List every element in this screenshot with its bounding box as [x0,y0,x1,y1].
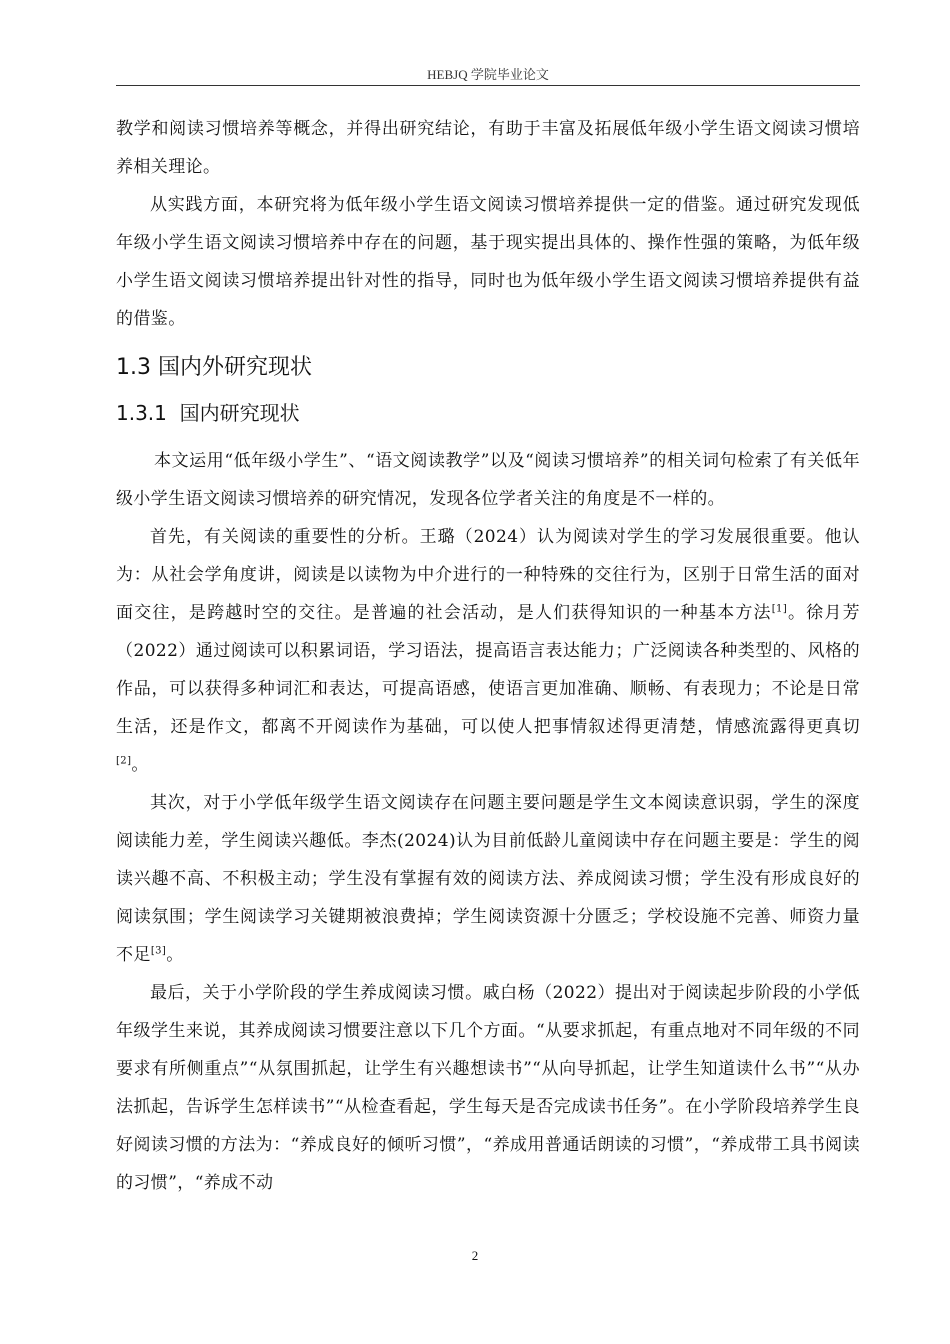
paragraph-problems [116,784,860,974]
citation-ref-3: [3] [150,945,167,957]
subsection-heading [116,396,860,430]
paragraph-theory-continued: 教学和阅读习惯培养等概念，并得出研究结论，有助于丰富及拓展低年级小学生语文阅读习惯培养相关理论。 [116,119,860,177]
importance-text-c: 。 [131,755,149,775]
header-divider [116,85,860,86]
running-header: HEBJQ 学院毕业论文 [427,67,549,82]
subsection-number: 1.3.1 [116,401,167,425]
section-heading: 1.3 国内外研究现状 [116,355,312,380]
paragraph-method: 本文运用“低年级小学生”、“语文阅读教学”以及“阅读习惯培养”的相关词句检索了有关低年级小学生语文阅读习惯培养的研究情况，发现各位学者关注的角度是不一样的。 [116,451,860,509]
paragraph-habits: 最后，关于小学阶段的学生养成阅读习惯。戚白杨（2022）提出对于阅读起步阶段的小学低年级学生来说，其养成阅读习惯要注意以下几个方面。“从要求抓起，有重点地对不同年级的不同要求有所侧重点”“从氛围抓起，让学生有兴趣想读书”“从向导抓起，让学生知道读什么书”“从办法抓起，告诉学生怎样读书”“从检查看起，学生每天是否完成读书任务”。在小学阶段培养学生良好阅读习惯的方法为：“养成良好的倾听习惯”，“养成用普通话朗读的习惯”，“养成带工具书阅读的习惯”，“养成不动 [116,983,860,1193]
subsection-title: 国内研究现状 [179,401,300,425]
problems-text-a: 其次，对于小学低年级学生语文阅读存在问题主要问题是学生文本阅读意识弱，学生的深度阅读能力差，学生阅读兴趣低。李杰(2024)认为目前低龄儿童阅读中存在问题主要是：学生的阅读兴趣不高、不积极主动；学生没有掌握有效的阅读方法、养成阅读习惯；学生没有形成良好的阅读氛围；学生阅读学习关键期被浪费掉；学生阅读资源十分匮乏；学校设施不完善、师资力量不足 [116,793,860,965]
page-number: 2 [471,1248,479,1263]
importance-text-a: 首先，有关阅读的重要性的分析。王璐（2024）认为阅读对学生的学习发展很重要。他认为：从社会学角度讲，阅读是以读物为中介进行的一种特殊的交往行为，区别于日常生活的面对面交往，是跨越时空的交往。是普遍的社会活动，是人们获得知识的一种基本方法 [116,527,860,623]
problems-text-b: 。 [166,945,184,965]
citation-ref-2: [2] [116,755,132,767]
paragraph-importance [116,518,860,784]
paragraph-practice: 从实践方面，本研究将为低年级小学生语文阅读习惯培养提供一定的借鉴。通过研究发现低年级小学生语文阅读习惯培养中存在的问题，基于现实提出具体的、操作性强的策略，为低年级小学生语文阅读习惯培养提出针对性的指导，同时也为低年级小学生语文阅读习惯培养提供有益的借鉴。 [116,195,860,329]
importance-text-b: 。徐月芳（2022）通过阅读可以积累词语，学习语法，提高语言表达能力；广泛阅读各种类型的、风格的作品，可以获得多种词汇和表达，可提高语感，使语言更加准确、顺畅、有表现力；不论是日常生活，还是作文，都离不开阅读作为基础，可以使人把事情叙述得更清楚，情感流露得更真切 [116,603,860,737]
citation-ref-1: [1] [771,603,788,615]
page-body [116,110,860,1202]
